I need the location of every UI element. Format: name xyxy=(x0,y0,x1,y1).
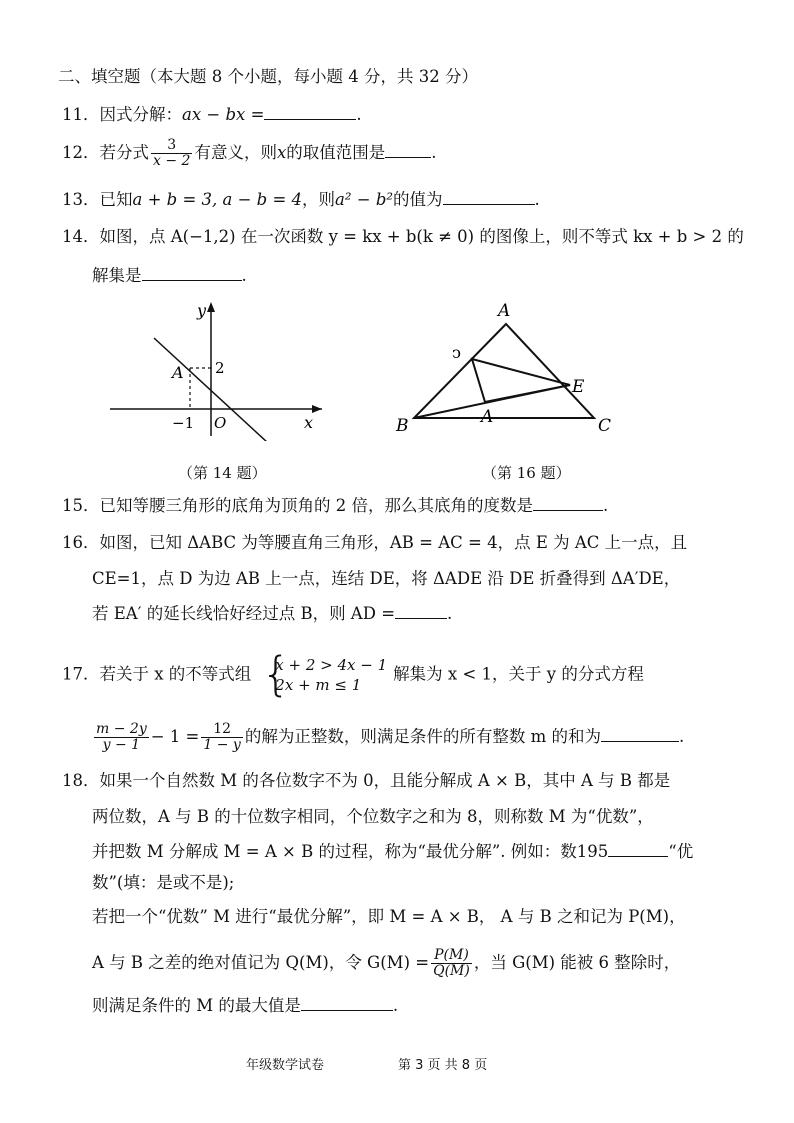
label-c: C xyxy=(598,416,612,436)
question-14-line-2: 解集是 . xyxy=(92,266,247,285)
question-18-line-2: 两位数，A 与 B 的十位数字相同，个位数字之和为 8，则称数 M 为“优数”， xyxy=(92,807,654,826)
label-two: 2 xyxy=(215,359,225,377)
question-18-line-1: 18．如果一个自然数 M 的各位数字不为 0，且能分解成 A × B，其中 A 与 B 都是 xyxy=(62,771,671,790)
question-17-line-1: 17．若关于 x 的不等式组 { x + 2 > 4x − 1 2x + m ≤ 1 解集为 x < 1，关于 y 的分式方程 xyxy=(62,647,644,701)
answer-blank-17[interactable] xyxy=(601,725,679,742)
question-16-line-3: 若 EA′ 的延长线恰好经过点 B，则 AD = . xyxy=(92,604,453,623)
question-18-line-6: A 与 B 之差的绝对值记为 Q(M)，令 G(M) = $\frac{P(M)}{Q(M)}$ ，当 G(M) 能被 6 整除时， xyxy=(92,947,681,979)
question-15: 15．已知等腰三角形的底角为顶角的 2 倍，那么其底角的度数是 . xyxy=(62,496,609,515)
question-11: 11．因式分解：ax − bx = . xyxy=(62,105,362,124)
label-neg-one: −1 xyxy=(172,414,195,432)
question-13: 13．已知a + b = 3, a − b = 4，则a² − b²的值为 . xyxy=(62,190,540,209)
question-14-line-1: 14．如图，点 A(−1,2) 在一次函数 y = kx + b(k ≠ 0) 的图像上，则不等式 kx + b > 2 的 xyxy=(62,227,744,246)
label-origin: O xyxy=(214,414,227,432)
answer-blank-14[interactable] xyxy=(142,264,242,281)
footer-subject: 年级数学试卷 xyxy=(246,1058,325,1073)
inequality-system: { x + 2 > 4x − 1 2x + m ≤ 1 xyxy=(261,647,388,701)
brace-icon: { xyxy=(261,647,291,701)
question-16-line-2: CE=1，点 D 为边 AB 上一点，连结 DE，将 ΔADE 沿 DE 折叠得到 ΔA′DE， xyxy=(92,569,681,588)
question-18-line-7: 则满足条件的 M 的最大值是 . xyxy=(92,996,399,1015)
label-x: x xyxy=(304,413,314,432)
triangle-abc xyxy=(414,324,594,418)
answer-blank-11[interactable] xyxy=(264,103,356,120)
section-title: 二、填空题（本大题 8 个小题，每小题 4 分，共 32 分） xyxy=(58,67,478,86)
answer-blank-13[interactable] xyxy=(443,188,535,205)
question-18-line-4: 数”(填：是或不是); xyxy=(92,873,235,892)
answer-blank-15[interactable] xyxy=(533,494,603,511)
fraction-m-2y: $\frac{m - 2y}{y - 1}$ xyxy=(96,721,147,753)
footer-page-number: 第 3 页 共 8 页 xyxy=(398,1058,488,1073)
figure-16-triangle xyxy=(390,296,630,441)
x-axis-arrow xyxy=(312,405,322,413)
label-e: E xyxy=(572,377,585,397)
question-17-line-2: $\frac{m - 2y}{y - 1}$ − 1 = $\frac{12}{1 - y}$ 的解为正整数，则满足条件的所有整数 m 的和为 . xyxy=(96,721,685,753)
fraction-3-over-x-2: $\frac{3}{x - 2}$ xyxy=(153,137,191,169)
fraction-g-of-m: $\frac{P(M)}{Q(M)}$ xyxy=(433,947,470,979)
answer-blank-18a[interactable] xyxy=(608,840,668,857)
question-18-line-3: 并把数 M 分解成 M = A × B 的过程，称为“最优分解”. 例如：数195 “优 xyxy=(92,842,694,861)
question-16-line-1: 16．如图，已知 ΔABC 为等腰直角三角形，AB = AC = 4，点 E 为 AC 上一点，且 xyxy=(62,533,688,552)
label-point-a: A xyxy=(172,363,184,382)
label-d: ↄ xyxy=(452,343,461,362)
figure-14-caption: （第 14 题） xyxy=(178,464,267,482)
answer-blank-16[interactable] xyxy=(395,602,447,619)
figure-14-graph xyxy=(100,296,330,441)
question-12: 12．若分式 $\frac{3}{x - 2}$ 有意义，则x的取值范围是 . xyxy=(62,137,437,169)
fraction-12: $\frac{12}{1 - y}$ xyxy=(203,721,241,753)
figure-16-caption: （第 16 题） xyxy=(482,464,571,482)
y-axis-arrow xyxy=(207,302,215,312)
label-a: A xyxy=(498,301,511,321)
label-b: B xyxy=(396,416,409,436)
label-a-prime: A xyxy=(481,407,494,427)
label-y: y xyxy=(197,301,207,320)
answer-blank-18b[interactable] xyxy=(301,994,393,1011)
question-18-line-5: 若把一个“优数” M 进行“最优分解”，即 M = A × B， A 与 B 之和记为 P(M)， xyxy=(92,907,686,926)
answer-blank-12[interactable] xyxy=(385,141,431,158)
